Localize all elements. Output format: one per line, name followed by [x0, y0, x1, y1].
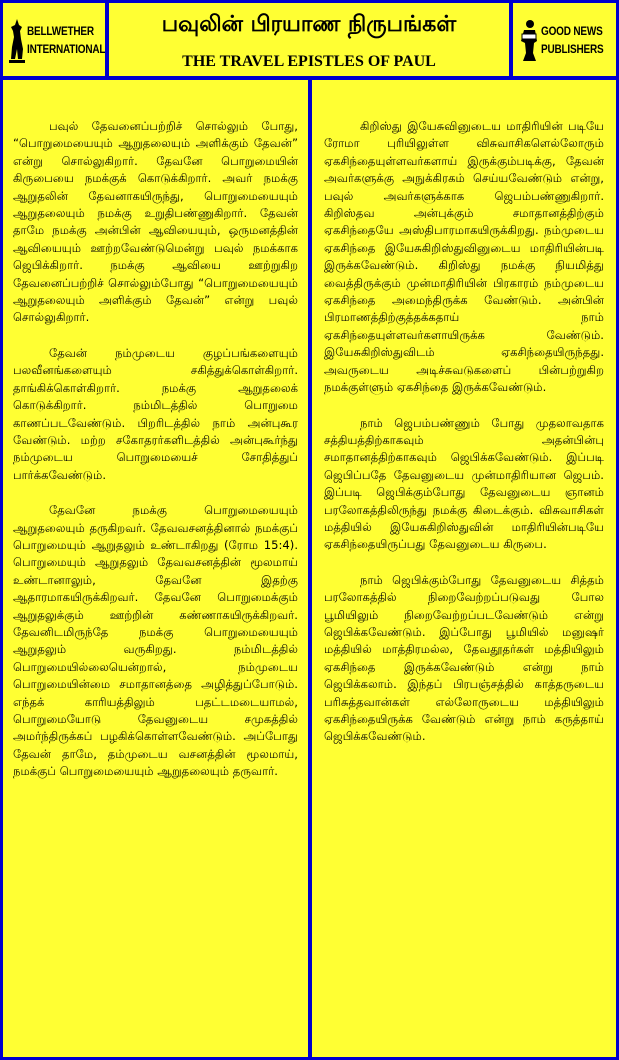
right-paragraph-3: நாம் ஜெபிக்கும்போது தேவனுடைய சித்தம் பரலோகத்தில் நிறைவேற்றப்படுவது போல பூமியிலும் நிறைவேற்றப்படவேண்டும் என்று ஜெபிக்கவேண்டும். இப்போது பூமியில் மனுஷர் மத்தியில் மாத்திரமல்ல, தேவதூதர்கள் மத்தியிலும் ஏகசிந்தை இருக்கவேண்டும் என்று நாம் ஜெபிக்கலாம். இந்தப் பிரபஞ்சத்தில் காத்தருடைய பரிசுத்தவான்கள் எல்லோருடைய மத்தியிலும் ஏகசிந்தையிருக்க வேண்டும் என்று நாம் கருத்தாய் ஜெபிக்கவேண்டும். — [324, 572, 604, 744]
bellwether-line1: BELLWETHER — [27, 25, 94, 39]
left-column-text — [13, 118, 298, 799]
goodnews-line1: GOOD NEWS — [541, 25, 603, 39]
title-tamil: பவுலின் பிரயாண நிருபங்கள் — [161, 12, 457, 37]
title-english: THE TRAVEL EPISTLES OF PAUL — [182, 53, 436, 70]
left-column — [3, 80, 308, 1057]
right-column — [312, 80, 616, 1057]
right-paragraph-1: கிறிஸ்து இயேசுவினுடைய மாதிரியின் படியே ரோமா புரியிலுள்ள விசுவாசிகளெல்லோரும் ஏகசிந்தையுள்ளவர்களாய் இருக்கும்படிக்கு, தேவன் அவர்களுக்கு அநுக்கிரகம் செய்யவேண்டும் என்று, பவுல் அவர்களுக்காக ஜெபம்பண்ணுகிறார். கிறிஸ்தவ அன்புக்கும் சமாதானத்திற்கும் ஏகசிந்தையே அஸ்திபாரமாகயிருக்கிறது. நம்முடைய ஏகசிந்தை இயேசுகிறிஸ்துவினுடைய மாதிரியின்படி இருக்கவேண்டும். கிறிஸ்து நமக்கு நியமித்து வைத்திருக்கும் முன்மாதிரியின் பிரகாரம் நம்முடைய ஏகசிந்தை அமைந்திருக்க வேண்டும். அன்பின் பிரமாணத்திற்குத்தக்கதாய் நாம் ஏகசிந்தையுள்ளவர்களாயிருக்க வேண்டும். இயேசுகிறிஸ்துவிடம் ஏகசிந்தையிருந்தது. அவருடைய அடிச்சுவடுகளைப் பின்பற்றுகிற நமக்குள்ளும் ஏகசிந்தை இருக்கவேண்டும். — [324, 119, 604, 395]
bellwether-logo-text — [27, 23, 105, 59]
left-paragraph-2: தேவன் நம்முடைய குழப்பங்களையும் பலவீனங்களையும் சகித்துக்கொள்கிறார். தாங்கிக்கொள்கிறார். நமக்கு ஆறுதலைக் கொடுக்கிறார். நம்மிடத்தில் பொறுமை காணப்படவேண்டும். பிறரிடத்தில் நாம் அன்புகூர வேண்டும். மற்ற சகோதரர்களிடத்தில் அன்புகூர்ந்து நம்முடைய பொறுமையைச் சோதித்துப் பார்க்கவேண்டும். — [13, 345, 298, 482]
reading-figure-icon — [519, 19, 539, 63]
left-paragraph-3: தேவனே நமக்கு பொறுமையையும் ஆறுதலையும் தருகிறவர். தேவவசனத்தினால் நமக்குப் பொறுமையும் ஆறுதலும் உண்டாகிறது (ரோம 15:4). பொறுமையும் ஆறுதலும் தேவவசனத்தின் மூலமாய் உண்டானாலும், தேவனே இதற்கு ஆதாரமாகயிருக்கிறவர். தேவனே பொறுமைக்கும் ஆறுதலுக்கும் ஊற்றின் கண்ணாகயிருக்கிறவர். தேவனிடமிருந்தே நமக்கு பொறுமையையும் ஆறுதலும் வருகிறது. நம்மிடத்தில் பொறுமையில்லையென்றால், நம்முடைய பொறுமையின்மை சமாதானத்தை அழித்துப்போடும். எந்தக் காரியத்திலும் பதட்டமடையாமல், பொறுமையோடு தேவனுடைய சமுகத்தில் அமர்ந்திருக்கப் பழகிக்கொள்ளவேண்டும். அப்போது தேவன் தாமே, தம்முடைய வசனத்தின் மூலமாய், நமக்குப் பொறுமையையும் ஆறுதலையும் தருவார். — [13, 503, 298, 779]
bellwether-logo-box — [3, 3, 105, 76]
goodnews-line2: PUBLISHERS — [541, 43, 604, 57]
goodnews-logo — [519, 17, 611, 65]
goodnews-logo-box — [513, 3, 616, 76]
left-paragraph-1: பவுல் தேவனைப்பற்றிச் சொல்லும் போது, “பொறுமையையும் ஆறுதலையும் அளிக்கும் தேவன்” என்று சொல்லுகிறார். தேவனே பொறுமையின் கிருபையை நமக்குக் கொடுக்கிறார். அவர் நமக்கு ஆறுதலின் தேவனாகயிருந்து, பொறுமையையும் ஆறுதலையும் நமக்கு உறுதிபண்ணுகிறார். தேவன் தாமே நமக்கு அன்பின் ஆவியையும், ஒருமனத்தின் ஆவியையும் ஊற்றவேண்டுமென்று பவுல் நமக்காக ஜெபிக்கிறார். நமக்கு ஆவியை ஊற்றுகிற தேவனைப்பற்றிச் சொல்லும்போது “பொறுமையையும் ஆறுதலையும் அளிக்கும் தேவன்” என்று பவுல் சொல்லுகிறார். — [13, 119, 298, 325]
bellwether-line2: INTERNATIONAL — [27, 43, 105, 57]
ram-figure-icon — [9, 19, 25, 63]
right-paragraph-2: நாம் ஜெபம்பண்ணும் போது முதலாவதாக சத்தியத்திற்காகவும் அதன்பின்பு சமாதானத்திற்காகவும் ஜெபிக்கவேண்டும். இப்படி ஜெபிப்பதே தேவனுடைய முன்மாதிரியான ஜெபம். இப்படி ஜெபிக்கும்போது தேவனுடைய ஞானம் பரலோகத்திலிருந்து நமக்கு கிடைக்கும். விசுவாசிகள் மத்தியில் இயேசுகிறிஸ்துவின் மாதிரியின்படியே ஏகசிந்தையிருப்பது தேவனுடைய கிருபை. — [324, 415, 604, 552]
goodnews-logo-text — [541, 23, 616, 59]
title-box — [109, 3, 509, 76]
right-column-text — [324, 118, 604, 764]
bellwether-logo — [9, 17, 105, 65]
